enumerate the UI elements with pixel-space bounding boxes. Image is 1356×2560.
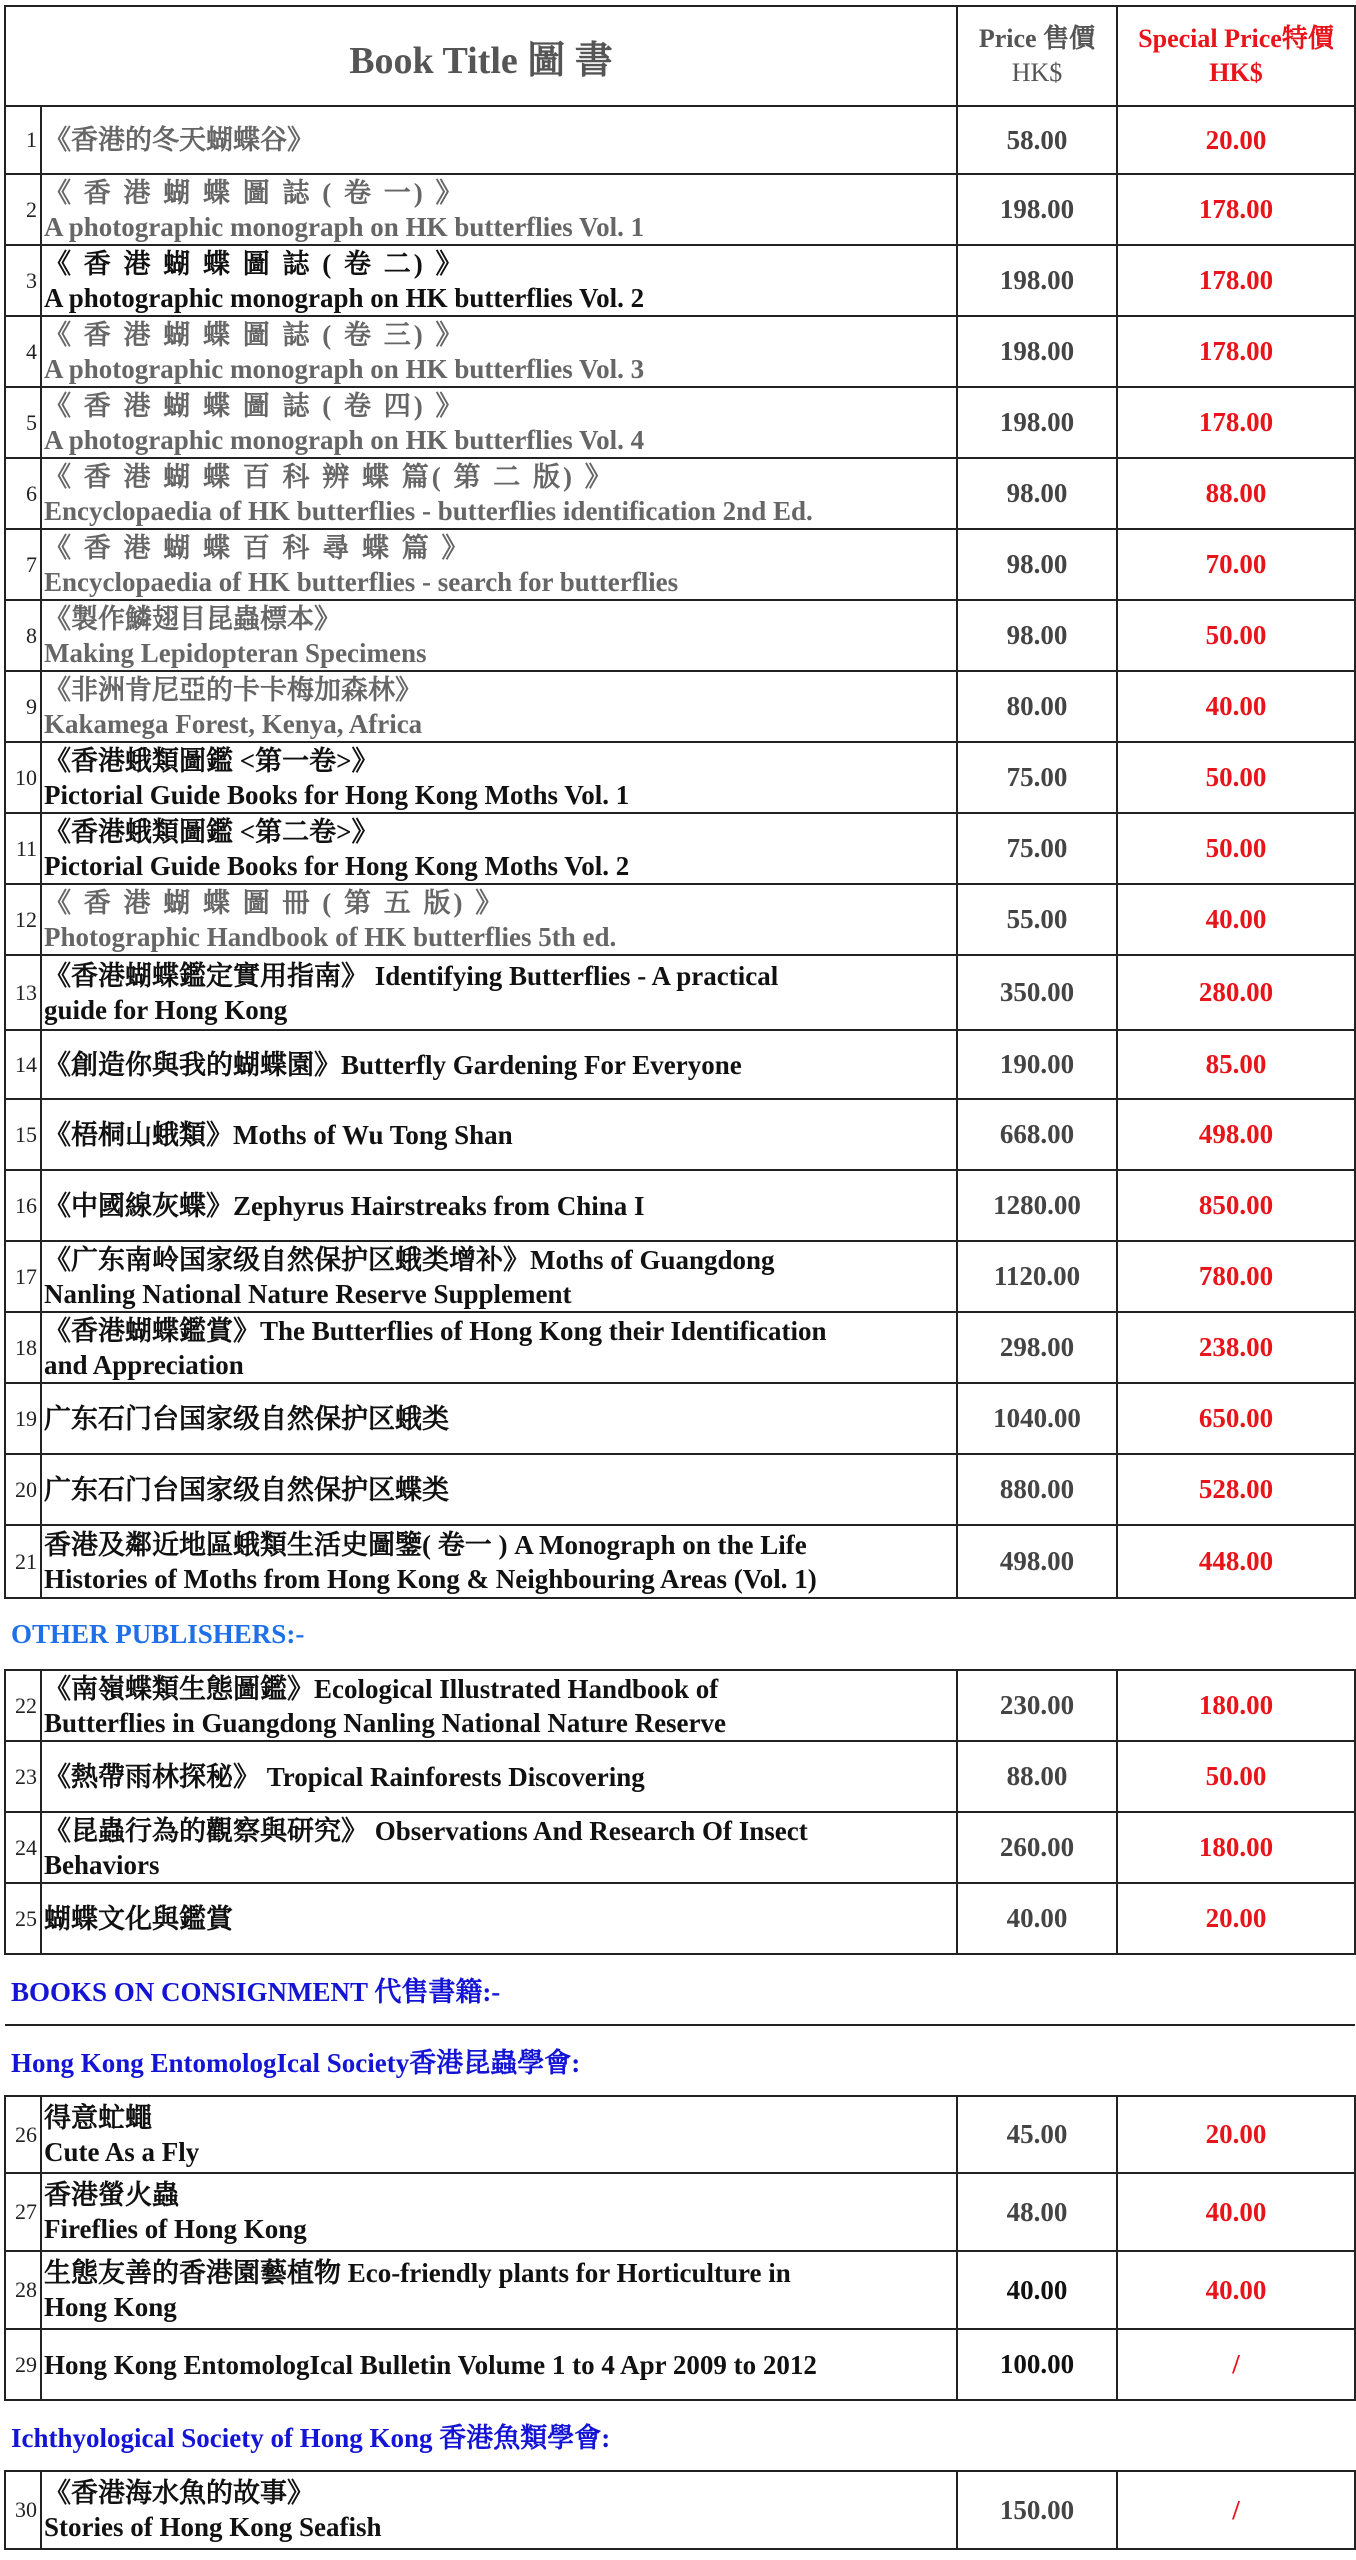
book-title-line-1: 香港及鄰近地區蛾類生活史圖鑒( 卷一 ) A Monograph on the Life xyxy=(44,1529,807,1560)
table-header-row xyxy=(5,6,1355,106)
section-heading-consignment: BOOKS ON CONSIGNMENT 代售書籍:- xyxy=(5,1954,1355,2025)
book-title-line-2: guide for Hong Kong xyxy=(44,994,288,1025)
book-title-line-2: Photographic Handbook of HK butterflies 5th ed. xyxy=(44,921,617,952)
price-header xyxy=(957,6,1117,106)
price-cell: 98.00 xyxy=(957,458,1117,529)
book-title-line-2: Pictorial Guide Books for Hong Kong Moths Vol. 1 xyxy=(44,779,630,810)
row-number: 2 xyxy=(5,174,41,245)
special-price-cell: 178.00 xyxy=(1117,387,1355,458)
book-title-cell xyxy=(41,1030,957,1099)
price-cell: 80.00 xyxy=(957,671,1117,742)
special-price-cell: 178.00 xyxy=(1117,316,1355,387)
row-number: 9 xyxy=(5,671,41,742)
special-price-cell: 20.00 xyxy=(1117,1883,1355,1954)
row-number: 30 xyxy=(5,2471,41,2549)
table-row xyxy=(5,2251,1355,2329)
price-cell: 98.00 xyxy=(957,529,1117,600)
price-cell: 1280.00 xyxy=(957,1170,1117,1241)
table-row xyxy=(5,955,1355,1030)
book-title-cell xyxy=(41,1670,957,1741)
section-heading-other-publishers: OTHER PUBLISHERS:- xyxy=(5,1598,1355,1670)
book-title-cell xyxy=(41,813,957,884)
price-cell: 1120.00 xyxy=(957,1241,1117,1312)
price-cell: 55.00 xyxy=(957,884,1117,955)
book-title-cell xyxy=(41,742,957,813)
book-title-line-1: 《广东南岭国家级自然保护区蛾类增补》Moths of Guangdong xyxy=(44,1244,775,1275)
special-price-cell: 498.00 xyxy=(1117,1099,1355,1170)
price-cell: 98.00 xyxy=(957,600,1117,671)
price-cell: 230.00 xyxy=(957,1670,1117,1741)
book-title-cell xyxy=(41,387,957,458)
table-row xyxy=(5,1883,1355,1954)
book-title-line-1: 《 香 港 蝴 蝶 百 科 尋 蝶 篇 》 xyxy=(44,532,472,563)
book-title-line-2: Kakamega Forest, Kenya, Africa xyxy=(44,708,423,739)
row-number: 5 xyxy=(5,387,41,458)
book-title-line-2: Stories of Hong Kong Seafish xyxy=(44,2512,382,2542)
price-cell: 668.00 xyxy=(957,1099,1117,1170)
book-title-cell xyxy=(41,1099,957,1170)
row-number: 11 xyxy=(5,813,41,884)
special-price-cell: 238.00 xyxy=(1117,1312,1355,1383)
book-title-cell xyxy=(41,174,957,245)
table-row xyxy=(5,2173,1355,2251)
special-price-cell: 40.00 xyxy=(1117,884,1355,955)
table-row xyxy=(5,600,1355,671)
row-number: 25 xyxy=(5,1883,41,1954)
price-cell: 198.00 xyxy=(957,174,1117,245)
price-cell: 190.00 xyxy=(957,1030,1117,1099)
table-row xyxy=(5,529,1355,600)
book-title-cell xyxy=(41,671,957,742)
special-price-cell: 850.00 xyxy=(1117,1170,1355,1241)
row-number: 19 xyxy=(5,1383,41,1454)
special-price-cell: 180.00 xyxy=(1117,1812,1355,1883)
special-price-cell: 280.00 xyxy=(1117,955,1355,1030)
book-title-line-1: 《香港蛾類圖鑑 <第二卷>》 xyxy=(44,816,379,847)
special-price-cell: 780.00 xyxy=(1117,1241,1355,1312)
section-heading-hk-entomological-society-row xyxy=(5,2025,1355,2096)
book-title-cell xyxy=(41,2173,957,2251)
table-row xyxy=(5,2471,1355,2549)
special-price-cell: 448.00 xyxy=(1117,1525,1355,1598)
table-row xyxy=(5,106,1355,174)
table-row xyxy=(5,1812,1355,1883)
book-title-line-2: A photographic monograph on HK butterflies Vol. 3 xyxy=(44,353,645,384)
book-title-cell xyxy=(41,1170,957,1241)
special-price-cell: 40.00 xyxy=(1117,2173,1355,2251)
book-price-table xyxy=(4,5,1356,2550)
book-title-cell xyxy=(41,1812,957,1883)
special-price-cell: 50.00 xyxy=(1117,1741,1355,1812)
book-title-cell xyxy=(41,2096,957,2173)
price-cell: 350.00 xyxy=(957,955,1117,1030)
book-title-line-2: Hong Kong xyxy=(44,2292,177,2322)
section-heading-ichthyological-society: Ichthyological Society of Hong Kong 香港魚類學會: xyxy=(5,2400,1355,2471)
book-title-line-2: Behaviors xyxy=(44,1849,160,1880)
book-title-line-2: Encyclopaedia of HK butterflies - butterflies identification 2nd Ed. xyxy=(44,495,813,526)
book-title-line-2: Histories of Moths from Hong Kong & Neighbouring Areas (Vol. 1) xyxy=(44,1563,817,1594)
row-number: 4 xyxy=(5,316,41,387)
row-number: 16 xyxy=(5,1170,41,1241)
table-row xyxy=(5,1741,1355,1812)
book-title-cell xyxy=(41,106,957,174)
book-title-line-2: Butterflies in Guangdong Nanling National Nature Reserve xyxy=(44,1707,727,1738)
book-title-cell xyxy=(41,245,957,316)
price-cell: 1040.00 xyxy=(957,1383,1117,1454)
book-title-line-1: 广东石门台国家级自然保护区蛾类 xyxy=(44,1403,449,1434)
book-title-cell xyxy=(41,955,957,1030)
table-row xyxy=(5,1170,1355,1241)
special-price-cell: / xyxy=(1117,2329,1355,2400)
special-price-header-currency: HK$ xyxy=(1209,58,1263,87)
price-cell: 75.00 xyxy=(957,742,1117,813)
row-number: 28 xyxy=(5,2251,41,2329)
special-price-cell: 85.00 xyxy=(1117,1030,1355,1099)
book-title-cell xyxy=(41,1883,957,1954)
row-number: 18 xyxy=(5,1312,41,1383)
table-row xyxy=(5,2096,1355,2173)
price-cell: 198.00 xyxy=(957,245,1117,316)
table-row xyxy=(5,671,1355,742)
special-price-cell: 178.00 xyxy=(1117,174,1355,245)
special-price-cell: 650.00 xyxy=(1117,1383,1355,1454)
book-title-line-1: 《香港蝴蝶鑑賞》The Butterflies of Hong Kong their Identification xyxy=(44,1315,827,1346)
table-row xyxy=(5,174,1355,245)
price-cell: 48.00 xyxy=(957,2173,1117,2251)
book-title-line-2: A photographic monograph on HK butterflies Vol. 1 xyxy=(44,211,645,242)
row-number: 1 xyxy=(5,106,41,174)
book-title-line-1: 《香港蝴蝶鑑定實用指南》 Identifying Butterflies - A practical xyxy=(44,960,779,991)
book-title-cell xyxy=(41,1525,957,1598)
book-title-line-2: and Appreciation xyxy=(44,1349,244,1380)
price-cell: 198.00 xyxy=(957,316,1117,387)
price-cell: 88.00 xyxy=(957,1741,1117,1812)
book-title-line-2: Fireflies of Hong Kong xyxy=(44,2214,307,2244)
row-number: 21 xyxy=(5,1525,41,1598)
special-price-cell: / xyxy=(1117,2471,1355,2549)
table-row xyxy=(5,387,1355,458)
book-title-cell xyxy=(41,2471,957,2549)
special-price-cell: 50.00 xyxy=(1117,742,1355,813)
price-cell: 45.00 xyxy=(957,2096,1117,2173)
price-cell: 75.00 xyxy=(957,813,1117,884)
book-title-cell xyxy=(41,1383,957,1454)
book-title-line-1: 《 香 港 蝴 蝶 圖 誌 ( 卷 四) 》 xyxy=(44,390,466,421)
row-number: 8 xyxy=(5,600,41,671)
book-title-line-2: Cute As a Fly xyxy=(44,2136,200,2167)
book-title-header: Book Title 圖 書 xyxy=(5,6,957,106)
book-title-cell xyxy=(41,2329,957,2400)
table-row xyxy=(5,742,1355,813)
book-title-line-2: Encyclopaedia of HK butterflies - search for butterflies xyxy=(44,566,679,597)
special-price-cell: 88.00 xyxy=(1117,458,1355,529)
book-title-line-1: 得意虻蠅 xyxy=(44,2102,152,2133)
special-price-cell: 20.00 xyxy=(1117,106,1355,174)
row-number: 13 xyxy=(5,955,41,1030)
price-cell: 40.00 xyxy=(957,1883,1117,1954)
book-title-cell xyxy=(41,884,957,955)
special-price-cell: 50.00 xyxy=(1117,600,1355,671)
table-row xyxy=(5,458,1355,529)
book-title-line-1: Hong Kong EntomologIcal Bulletin Volume 1 to 4 Apr 2009 to 2012 xyxy=(44,2349,817,2380)
row-number: 23 xyxy=(5,1741,41,1812)
table-row xyxy=(5,2329,1355,2400)
book-title-line-1: 《香港海水魚的故事》 xyxy=(44,2478,314,2508)
price-cell: 260.00 xyxy=(957,1812,1117,1883)
price-cell: 298.00 xyxy=(957,1312,1117,1383)
section-heading-ichthyological-society-row xyxy=(5,2400,1355,2471)
row-number: 6 xyxy=(5,458,41,529)
special-price-cell: 50.00 xyxy=(1117,813,1355,884)
row-number: 14 xyxy=(5,1030,41,1099)
book-title-line-1: 《南嶺蝶類生態圖鑑》Ecological Illustrated Handbook of xyxy=(44,1673,719,1704)
row-number: 3 xyxy=(5,245,41,316)
table-row xyxy=(5,813,1355,884)
table-row xyxy=(5,1383,1355,1454)
book-title-cell xyxy=(41,1312,957,1383)
book-title-line-1: 《製作鱗翅目昆蟲標本》 xyxy=(44,603,341,634)
row-number: 24 xyxy=(5,1812,41,1883)
section-heading-other-publishers-row xyxy=(5,1598,1355,1670)
book-title-line-1: 《 香 港 蝴 蝶 圖 誌 ( 卷 三) 》 xyxy=(44,319,466,350)
price-cell: 198.00 xyxy=(957,387,1117,458)
table-row xyxy=(5,1241,1355,1312)
book-title-line-1: 广东石门台国家级自然保护区蝶类 xyxy=(44,1474,449,1505)
table-row xyxy=(5,1670,1355,1741)
special-price-cell: 70.00 xyxy=(1117,529,1355,600)
book-title-line-1: 《梧桐山蛾類》Moths of Wu Tong Shan xyxy=(44,1119,513,1150)
section-heading-hk-entomological-society: Hong Kong EntomologIcal Society香港昆蟲學會: xyxy=(5,2025,1355,2096)
book-title-cell xyxy=(41,316,957,387)
table-row xyxy=(5,1454,1355,1525)
special-price-cell: 528.00 xyxy=(1117,1454,1355,1525)
price-cell: 498.00 xyxy=(957,1525,1117,1598)
book-title-cell xyxy=(41,1454,957,1525)
table-row xyxy=(5,316,1355,387)
special-price-cell: 20.00 xyxy=(1117,2096,1355,2173)
book-title-line-1: 《香港的冬天蝴蝶谷》 xyxy=(44,125,314,155)
book-title-line-1: 蝴蝶文化與鑑賞 xyxy=(44,1903,233,1934)
table-row xyxy=(5,1030,1355,1099)
special-price-cell: 178.00 xyxy=(1117,245,1355,316)
price-cell: 40.00 xyxy=(957,2251,1117,2329)
row-number: 27 xyxy=(5,2173,41,2251)
book-title-line-1: 《 香 港 蝴 蝶 圖 冊 ( 第 五 版) 》 xyxy=(44,887,506,918)
special-price-header xyxy=(1117,6,1355,106)
row-number: 26 xyxy=(5,2096,41,2173)
book-title-line-1: 《 香 港 蝴 蝶 圖 誌 ( 卷 一) 》 xyxy=(44,177,466,208)
book-title-line-1: 《 香 港 蝴 蝶 百 科 辨 蝶 篇( 第 二 版) 》 xyxy=(44,461,615,492)
row-number: 17 xyxy=(5,1241,41,1312)
special-price-cell: 40.00 xyxy=(1117,671,1355,742)
book-title-line-1: 《熱帶雨林探秘》 Tropical Rainforests Discovering xyxy=(44,1761,645,1792)
row-number: 20 xyxy=(5,1454,41,1525)
table-row xyxy=(5,884,1355,955)
table-row xyxy=(5,1525,1355,1598)
book-title-line-1: 《中國線灰蝶》Zephyrus Hairstreaks from China I xyxy=(44,1190,645,1221)
row-number: 29 xyxy=(5,2329,41,2400)
price-cell: 100.00 xyxy=(957,2329,1117,2400)
special-price-cell: 40.00 xyxy=(1117,2251,1355,2329)
book-title-line-2: A photographic monograph on HK butterflies Vol. 4 xyxy=(44,424,645,455)
price-header-label: Price 售價 xyxy=(978,24,1096,53)
row-number: 10 xyxy=(5,742,41,813)
book-title-cell xyxy=(41,529,957,600)
book-title-line-2: A photographic monograph on HK butterflies Vol. 2 xyxy=(44,282,645,313)
book-title-cell xyxy=(41,2251,957,2329)
row-number: 15 xyxy=(5,1099,41,1170)
book-title-line-1: 《非洲肯尼亞的卡卡梅加森林》 xyxy=(44,674,422,705)
section-heading-consignment-row xyxy=(5,1954,1355,2025)
row-number: 22 xyxy=(5,1670,41,1741)
book-title-line-2: Making Lepidopteran Specimens xyxy=(44,637,427,668)
price-cell: 150.00 xyxy=(957,2471,1117,2549)
table-row xyxy=(5,1099,1355,1170)
book-title-line-1: 香港螢火蟲 xyxy=(44,2180,179,2210)
book-title-cell xyxy=(41,1741,957,1812)
table-row xyxy=(5,245,1355,316)
row-number: 7 xyxy=(5,529,41,600)
row-number: 12 xyxy=(5,884,41,955)
price-cell: 58.00 xyxy=(957,106,1117,174)
book-title-cell xyxy=(41,600,957,671)
book-title-line-1: 生態友善的香港園藝植物 Eco-friendly plants for Horticulture in xyxy=(44,2258,791,2288)
price-header-currency: HK$ xyxy=(1011,58,1063,87)
book-title-line-1: 《 香 港 蝴 蝶 圖 誌 ( 卷 二) 》 xyxy=(44,248,466,279)
special-price-header-label: Special Price特價 xyxy=(1138,24,1334,53)
book-title-line-2: Nanling National Nature Reserve Supplement xyxy=(44,1278,572,1309)
book-title-line-1: 《創造你與我的蝴蝶園》Butterfly Gardening For Everyone xyxy=(44,1049,742,1080)
book-title-cell xyxy=(41,458,957,529)
book-title-cell xyxy=(41,1241,957,1312)
book-title-line-1: 《香港蛾類圖鑑 <第一卷>》 xyxy=(44,745,379,776)
book-title-line-1: 《昆蟲行為的觀察與研究》 Observations And Research Of Insect xyxy=(44,1815,808,1846)
price-cell: 880.00 xyxy=(957,1454,1117,1525)
book-title-line-2: Pictorial Guide Books for Hong Kong Moths Vol. 2 xyxy=(44,850,630,881)
table-row xyxy=(5,1312,1355,1383)
special-price-cell: 180.00 xyxy=(1117,1670,1355,1741)
